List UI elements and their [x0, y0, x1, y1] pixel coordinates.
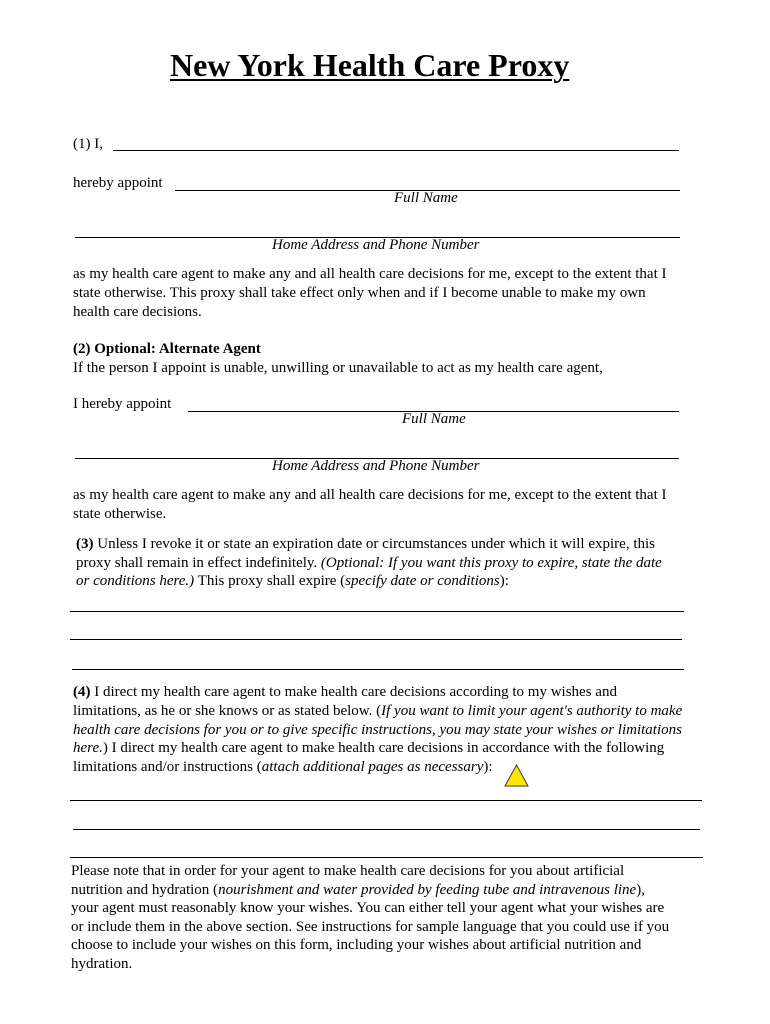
expiration-field-2[interactable] [70, 624, 682, 640]
paragraph-line [73, 739, 682, 758]
instructions-field-3[interactable] [70, 842, 703, 858]
body-text: ) I direct my health care agent to make health care decisions in accordance with the following [102, 740, 665, 757]
guidance-text: specify date or conditions [345, 573, 500, 590]
paragraph-line [71, 936, 669, 955]
paragraph-line [71, 918, 669, 937]
section-number: (4) [73, 684, 91, 700]
alternate-statement [73, 486, 667, 524]
paragraph-line [73, 721, 682, 740]
body-text: ), [636, 881, 645, 898]
guidance-text: health care decisions for you or to give specific instructions, you may state your wishes or limitations [73, 721, 682, 738]
body-text: your agent must reasonably know your wishes. You can either tell your agent what your wishes are [71, 900, 665, 917]
agent-statement [73, 265, 667, 322]
guidance-text: here. [73, 740, 103, 757]
agent-name-caption: Full Name [394, 190, 458, 206]
principal-name-field[interactable] [113, 135, 679, 151]
expiration-paragraph [76, 535, 662, 591]
guidance-text: If you want to limit your agent's authority to make [381, 702, 683, 719]
expiration-field-1[interactable] [70, 596, 684, 612]
body-text: hydration. [71, 955, 133, 972]
guidance-text: nourishment and water provided by feeding tube and intravenous line [218, 881, 637, 898]
instructions-field-2[interactable] [73, 814, 700, 830]
guidance-text: (Optional: If you want this proxy to expire, state the date [320, 554, 662, 571]
body-text: This proxy shall expire ( [194, 573, 346, 590]
paragraph-line [71, 899, 669, 918]
paragraph-line [73, 683, 682, 702]
body-text: limitations and/or instructions ( [73, 759, 262, 775]
alternate-name-caption: Full Name [402, 411, 466, 427]
guidance-text: attach additional pages as necessary [261, 759, 484, 775]
statement-line: state otherwise. [73, 506, 167, 522]
body-text: proxy shall remain in effect indefinitely. [76, 554, 321, 571]
statement-line: health care decisions. [73, 304, 202, 320]
agent-address-caption: Home Address and Phone Number [272, 237, 480, 253]
statement-line: state otherwise. This proxy shall take effect only when and if I become unable to make my own [73, 285, 646, 301]
paragraph-line [76, 554, 662, 573]
nutrition-note [71, 862, 669, 974]
alternate-appoint-label: I hereby appoint [73, 396, 172, 412]
body-text: ): [499, 573, 509, 590]
body-text: ): [483, 759, 493, 775]
body-text: I direct my health care agent to make health care decisions according to my wishes and [90, 684, 617, 700]
paragraph-line [76, 535, 662, 554]
warning-icon-shape [505, 765, 528, 786]
body-text: limitations, as he or she knows or as stated below. ( [73, 702, 382, 719]
body-text: or include them in the above section. See instructions for sample language that you could use if you [71, 918, 670, 935]
alternate-address-caption: Home Address and Phone Number [272, 458, 480, 474]
instructions-paragraph [73, 683, 682, 777]
body-text: choose to include your wishes on this form, including your wishes about artificial nutrition and [71, 937, 642, 954]
warning-icon[interactable] [504, 764, 529, 787]
paragraph-line [73, 758, 682, 777]
paragraph-line [73, 702, 682, 721]
body-text: Please note that in order for your agent to make health care decisions for you about artificial [71, 863, 625, 879]
guidance-text: or conditions here.) [76, 573, 195, 590]
principal-label: (1) I, [73, 136, 103, 152]
expiration-field-3[interactable] [72, 654, 684, 670]
paragraph-line [71, 955, 669, 974]
paragraph-line [71, 881, 669, 900]
body-text: Unless I revoke it or state an expiration date or circumstances under which it will expire, this [93, 536, 655, 552]
statement-line: as my health care agent to make any and all health care decisions for me, except to the extent that I [73, 487, 667, 503]
paragraph-line [71, 862, 669, 881]
agent-appoint-label: hereby appoint [73, 175, 163, 191]
paragraph-line [76, 572, 662, 591]
statement-line: as my health care agent to make any and all health care decisions for me, except to the extent that I [73, 266, 667, 282]
instructions-field-1[interactable] [70, 785, 702, 801]
alternate-condition-text: If the person I appoint is unable, unwilling or unavailable to act as my health care agent, [73, 360, 603, 376]
section-number: (3) [76, 536, 94, 552]
body-text: nutrition and hydration ( [71, 881, 219, 898]
alternate-agent-heading: (2) Optional: Alternate Agent [73, 341, 261, 357]
document-title: New York Health Care Proxy [170, 47, 570, 83]
